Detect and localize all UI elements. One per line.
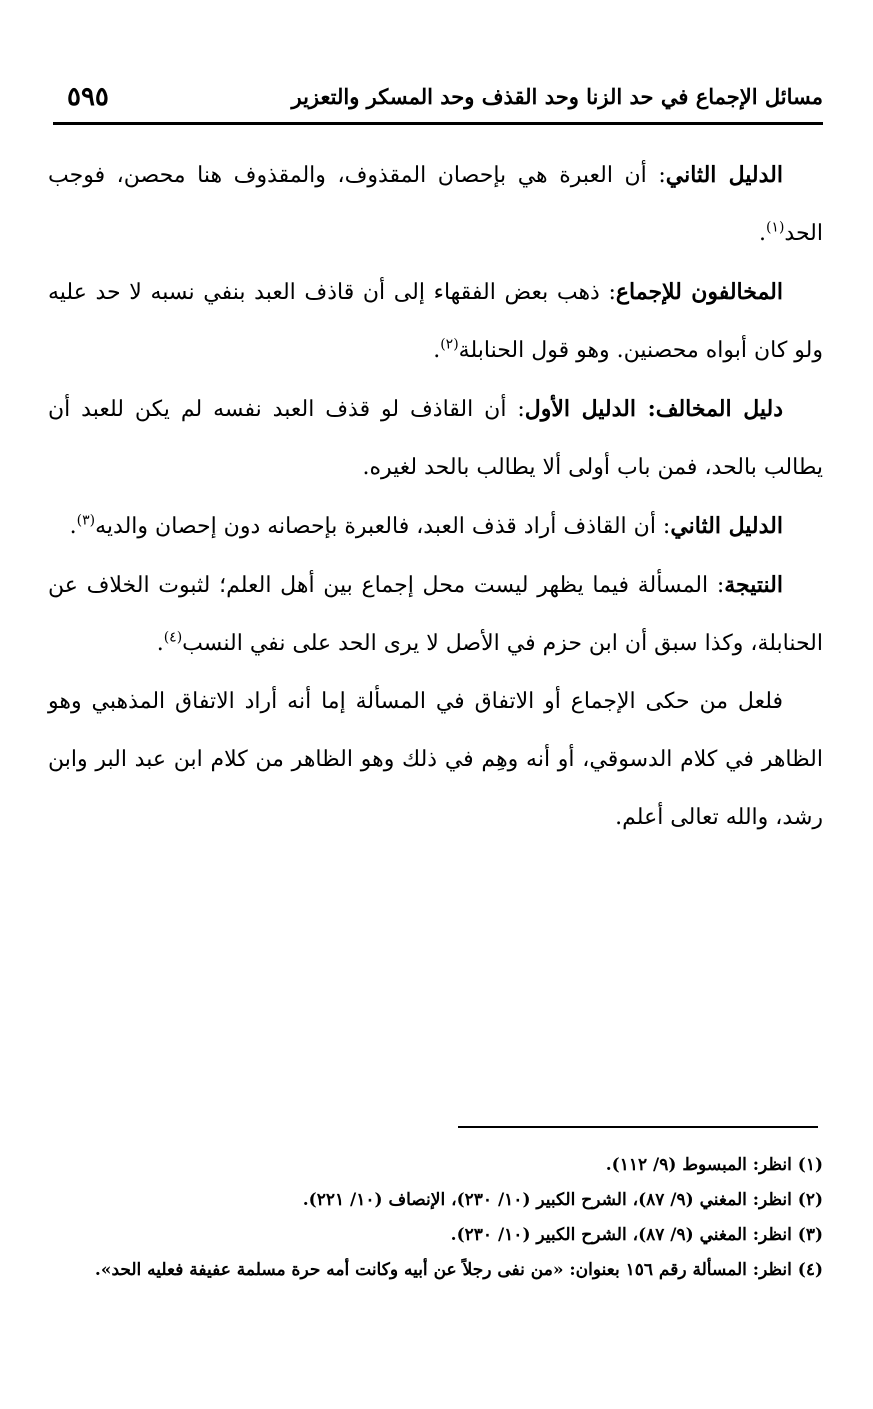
paragraph-heading: الدليل الثاني bbox=[665, 162, 783, 188]
paragraph-body: : أن القاذف أراد قذف العبد، فالعبرة بإحصانه دون إحصان والديه bbox=[95, 514, 671, 539]
paragraph-dissent-evidence-two bbox=[48, 497, 823, 556]
footnote-3: (٣) انظر: المغني (٩/ ٨٧)، الشرح الكبير (١٠/ ٢٣٠). bbox=[450, 1225, 823, 1245]
paragraph-body: : المسألة فيما يظهر ليست محل إجماع بين أهل العلم؛ لثبوت الخلاف عن الحنابلة، وكذا سبق أن ابن حزم في الأصل لا يرى الحد على نفي النسب bbox=[48, 573, 823, 656]
paragraph-end: . bbox=[758, 221, 766, 246]
page-header bbox=[53, 72, 823, 125]
page-number: ٥٩٥ bbox=[67, 82, 109, 112]
footnote-reference: (١) bbox=[765, 219, 785, 236]
main-text bbox=[48, 146, 823, 847]
paragraph-body: : ذهب بعض الفقهاء إلى أن قاذف العبد بنفي نسبه لا حد عليه ولو كان أبواه محصنين. وهو قول الحنابلة bbox=[48, 280, 823, 363]
footnote-divider bbox=[458, 1126, 818, 1128]
paragraph-heading: دليل المخالف: الدليل الأول bbox=[524, 396, 783, 422]
paragraph-body: : أن العبرة هي بإحصان المقذوف، والمقذوف هنا محصن، فوجب الحد bbox=[48, 163, 823, 246]
running-title: مسائل الإجماع في حد الزنا وحد القذف وحد المسكر والتعزير bbox=[291, 84, 823, 109]
paragraph-second-evidence bbox=[48, 146, 823, 263]
paragraph-body: : أن القاذف لو قذف العبد نفسه لم يكن للعبد أن يطالب بالحد، فمن باب أولى ألا يطالب بالحد لغيره. bbox=[48, 397, 823, 480]
paragraph-heading: الدليل الثاني bbox=[670, 513, 783, 539]
footnote-1: (١) انظر: المبسوط (٩/ ١١٢). bbox=[605, 1155, 823, 1175]
footnote-reference: (٢) bbox=[440, 336, 459, 353]
paragraph-end: . bbox=[156, 631, 164, 656]
footnote-reference: (٣) bbox=[76, 512, 96, 529]
paragraph-result bbox=[48, 556, 823, 673]
paragraph-body: فلعل من حكى الإجماع أو الاتفاق في المسألة إما أنه أراد الاتفاق المذهبي وهو الظاهر في كلام الدسوقي، أو أنه وهِم في ذلك وهو الظاهر من كلام ابن عبد البر وابن رشد، والله تعالى أعلم. bbox=[48, 689, 823, 830]
paragraph-dissenters bbox=[48, 263, 823, 380]
paragraph-end: . bbox=[69, 514, 77, 539]
footnote-reference: (٤) bbox=[163, 629, 183, 646]
paragraph-conclusion bbox=[48, 673, 823, 847]
paragraph-heading: المخالفون للإجماع bbox=[615, 279, 783, 305]
paragraph-end: . bbox=[433, 338, 441, 363]
footnote-4: (٤) انظر: المسألة رقم ١٥٦ بعنوان: «من نفى رجلاً عن أبيه وكانت أمه حرة مسلمة عفيفة فعليه الحد». bbox=[94, 1260, 823, 1280]
footnote-2: (٢) انظر: المغني (٩/ ٨٧)، الشرح الكبير (١٠/ ٢٣٠)، الإنصاف (١٠/ ٢٢١). bbox=[302, 1190, 823, 1210]
footnotes bbox=[48, 1148, 823, 1288]
paragraph-dissent-evidence-one bbox=[48, 380, 823, 497]
paragraph-heading: النتيجة bbox=[724, 572, 783, 598]
